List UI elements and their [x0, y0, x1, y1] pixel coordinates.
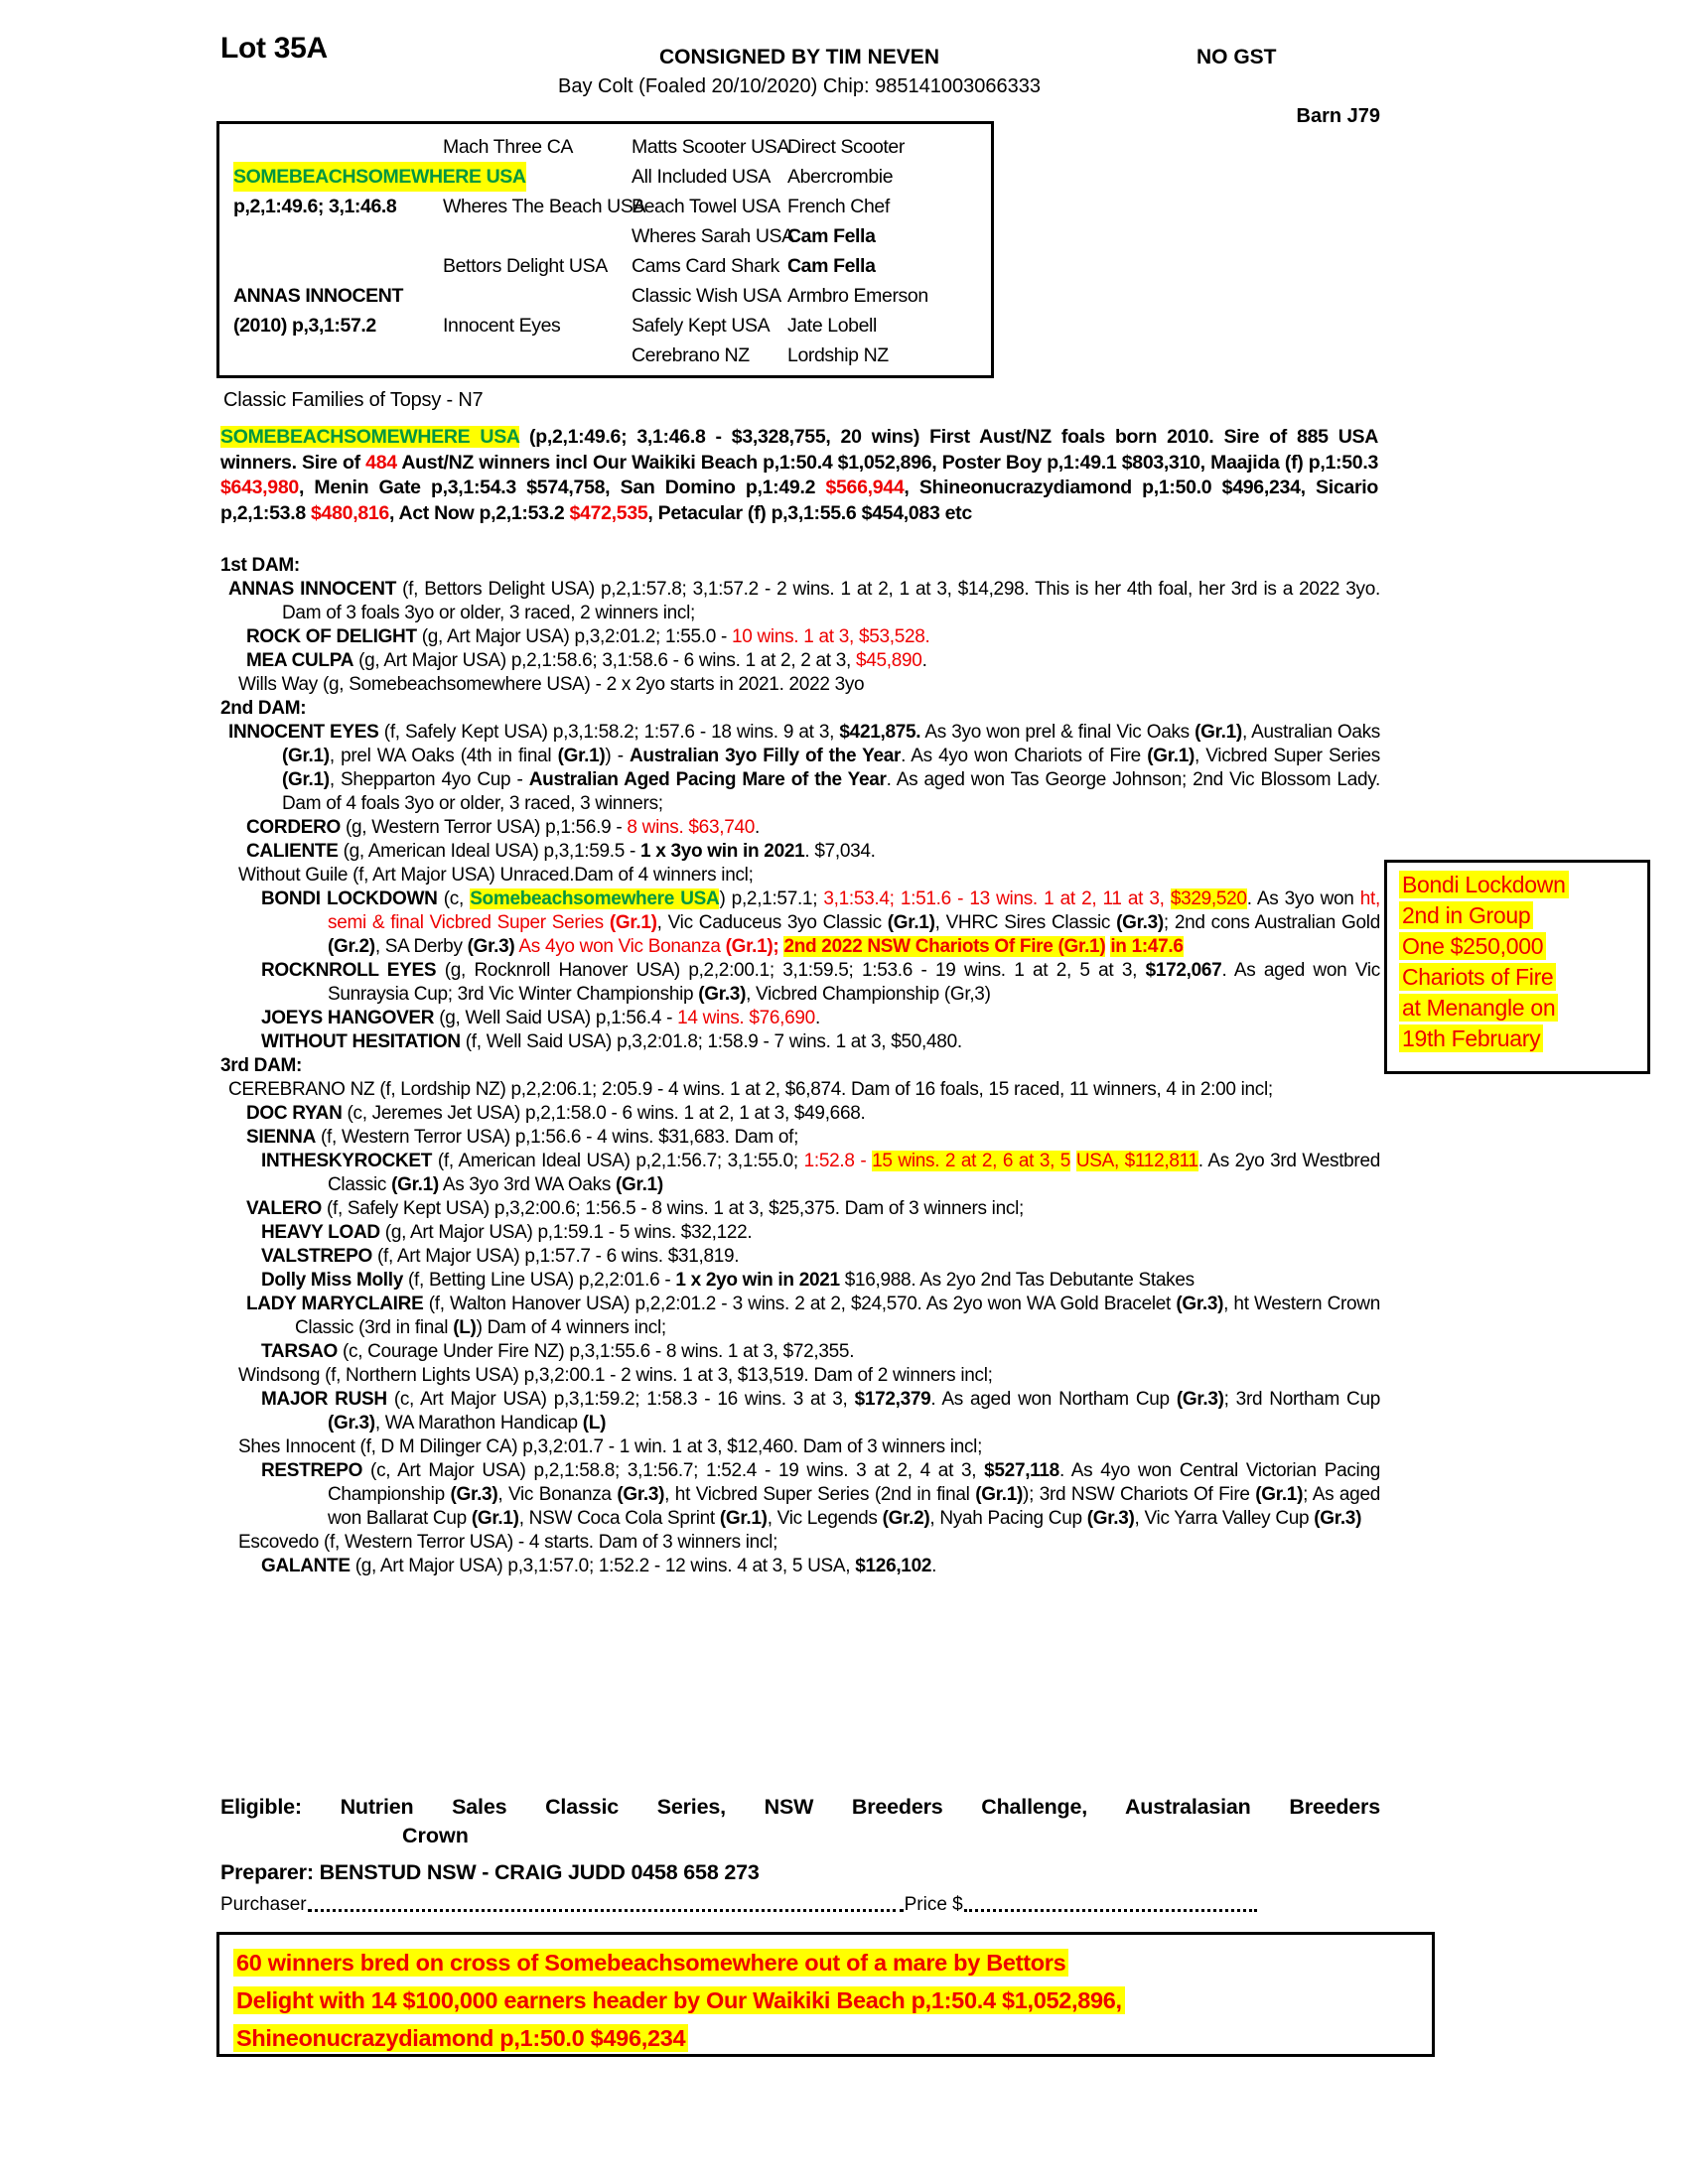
text-segment: $172,379 — [854, 1389, 931, 1410]
text-segment: (Gr.3) — [1314, 1508, 1362, 1529]
text-segment: ROCKNROLL EYES — [261, 960, 437, 981]
text-segment: As 4yo won Vic Bonanza — [518, 936, 726, 957]
text-segment: GALANTE — [261, 1556, 351, 1576]
text-segment: (Gr.3) — [1116, 912, 1164, 933]
classic-families-line: Classic Families of Topsy - N7 — [223, 389, 484, 411]
text-segment: DOC RYAN — [246, 1103, 343, 1124]
text-segment: Escovedo (f, Western Terror USA) - 4 starts. Dam of 3 winners incl; — [238, 1532, 778, 1553]
text-segment: 3,1:53.4; 1:51.6 - 13 wins. 1 at 2, 11 at 3, — [823, 888, 1171, 909]
text-segment: , VHRC Sires Classic — [934, 912, 1117, 933]
bondi-lockdown-note-line: Bondi Lockdown — [1399, 871, 1569, 898]
text-segment: 1:52.8 - — [803, 1151, 873, 1171]
text-segment: Wills Way (g, Somebeachsomewhere USA) - 2 x 2yo starts in 2021. 2022 3yo — [238, 674, 865, 695]
pedigree-paragraph — [220, 578, 1380, 625]
text-segment: (c, Jeremes Jet USA) p,2,1:58.0 - 6 wins. 1 at 2, 1 at 3, $49,668. — [342, 1103, 866, 1124]
pedigree-paragraph — [220, 1364, 1380, 1388]
cross-statistics-box — [216, 1932, 1435, 2057]
text-segment: 2nd 2022 NSW Chariots Of Fire (Gr.1) — [783, 936, 1106, 957]
text-segment: (Gr.1) — [719, 1508, 768, 1529]
pedigree-paragraph — [220, 697, 1380, 721]
text-segment: . As 2yo 3rd Westbred Classic — [328, 1151, 1380, 1195]
text-segment: (Gr.3) — [1176, 1294, 1224, 1314]
text-segment: ) Dam of 4 winners incl; — [476, 1317, 666, 1338]
text-segment: 1st DAM: — [220, 555, 300, 576]
text-segment: . As 3yo won — [1246, 888, 1360, 909]
text-segment: (Gr.1) — [887, 912, 935, 933]
text-segment: , prel WA Oaks (4th in final — [329, 746, 558, 766]
text-segment: Without Guile (f, Art Major USA) Unraced.Dam of 4 winners incl; — [238, 865, 754, 886]
pedigree-paragraph — [220, 1531, 1380, 1555]
text-segment: Shes Innocent (f, D M Dilinger CA) p,3,2:01.7 - 1 win. 1 at 3, $12,460. Dam of 3 winners incl; — [238, 1436, 983, 1457]
text-segment: , Vic Caduceus 3yo Classic — [656, 912, 888, 933]
text-segment: As 3yo won prel & final Vic Oaks — [920, 722, 1196, 743]
cross-statistics-line-row — [233, 1944, 1432, 1981]
text-segment: . — [755, 817, 760, 838]
pedigree-paragraph — [220, 1293, 1380, 1340]
text-segment: INNOCENT EYES — [228, 722, 379, 743]
eligible-line-2: Crown — [402, 1824, 469, 1847]
text-segment: TARSAO — [261, 1341, 339, 1362]
text-segment: (Gr.1) — [282, 769, 330, 790]
pedigree-cell: Abercrombie — [787, 166, 894, 188]
text-segment: . $7,034. — [804, 841, 876, 862]
text-segment: ) - — [605, 746, 630, 766]
text-segment: (f, Western Terror USA) p,1:56.6 - 4 wins. $31,683. Dam of; — [316, 1127, 799, 1148]
text-segment: (f, Walton Hanover USA) p,2,2:01.2 - 3 wins. 2 at 2, $24,570. As 2yo won WA Gold Bracelet — [423, 1294, 1177, 1314]
purchaser-line — [220, 1894, 1288, 1916]
text-segment: 1 x 3yo win in 2021 — [639, 841, 805, 862]
text-segment: Somebeachsomewhere USA — [470, 888, 720, 909]
text-segment: (Gr.1) — [471, 1508, 519, 1529]
text-segment: BONDI LOCKDOWN — [261, 888, 438, 909]
pedigree-table — [216, 121, 994, 378]
pedigree-paragraph — [220, 959, 1380, 1007]
pedigree-paragraph — [220, 1030, 1380, 1054]
text-segment: Windsong (f, Northern Lights USA) p,3,2:00.1 - 2 wins. 1 at 3, $13,519. Dam of 2 winners incl; — [238, 1365, 993, 1386]
pedigree-paragraph — [220, 1150, 1380, 1197]
text-segment: (f, Bettors Delight USA) p,2,1:57.8; 3,1:57.2 - 2 wins. 1 at 2, 1 at 3, $14,298. This is her 4th foal, her 3rd is a 2022 3yo. Dam of 3 foals 3yo or older, 3 raced, 2 winners incl; — [282, 579, 1380, 623]
bondi-lockdown-note-line: at Menangle on — [1399, 994, 1558, 1022]
pedigree-cell: p,2,1:49.6; 3,1:46.8 — [233, 196, 397, 217]
text-segment: 3rd DAM: — [220, 1055, 303, 1076]
pedigree-cell: Cam Fella — [787, 225, 876, 247]
pedigree-cell: ANNAS INNOCENT — [233, 285, 403, 307]
pedigree-cell: Classic Wish USA — [632, 285, 781, 307]
text-segment: (Gr.3) — [328, 1413, 375, 1433]
text-segment: . As aged won Tas George Johnson; 2nd Vic Blossom Lady. Dam of 4 foals 3yo or older, 3 raced, 3 winners; — [282, 769, 1380, 814]
bondi-lockdown-note-line: One $250,000 — [1399, 932, 1546, 960]
bondi-lockdown-note-box — [1384, 860, 1650, 1074]
text-segment: (Gr.3) — [617, 1484, 665, 1505]
pedigree-cell: SOMEBEACHSOMEWHERE USA — [233, 162, 526, 192]
pedigree-paragraph — [220, 1245, 1380, 1269]
text-segment: , SA Derby — [374, 936, 468, 957]
text-segment: $126,102 — [855, 1556, 932, 1576]
text-segment: $45,890 — [855, 650, 922, 671]
pedigree-cell: Direct Scooter — [787, 136, 905, 158]
text-segment: Aust/NZ winners incl Our Waikiki Beach p,1:50.4 $1,052,896, Poster Boy p,1:49.1 $803,310, Maajida (f) p,1:50.3 — [396, 451, 1378, 474]
text-segment: $480,816 — [311, 501, 389, 524]
pedigree-cell: Armbro Emerson — [787, 285, 928, 307]
text-segment: JOEYS HANGOVER — [261, 1008, 435, 1028]
text-segment: (f, American Ideal USA) p,2,1:56.7; 3,1:55.0; — [432, 1151, 804, 1171]
text-segment: SOMEBEACHSOMEWHERE USA — [220, 426, 519, 448]
pedigree-paragraph — [220, 673, 1380, 697]
pedigree-paragraph — [220, 1555, 1380, 1578]
text-segment: (Gr.1) — [975, 1484, 1024, 1505]
text-segment: (Gr.3) — [467, 936, 515, 957]
bondi-lockdown-note-line-row — [1399, 931, 1647, 962]
pedigree-cell: All Included USA — [632, 166, 771, 188]
text-segment: , Vicbred Super Series — [1195, 746, 1380, 766]
text-segment: $566,944 — [825, 477, 905, 498]
pedigree-paragraph — [220, 721, 1380, 816]
cross-statistics-line-row — [233, 1981, 1432, 2019]
text-segment: 10 wins. 1 at 3, $53,528. — [731, 626, 930, 647]
text-segment: MEA CULPA — [246, 650, 354, 671]
text-segment: (f, Safely Kept USA) p,3,1:58.2; 1:57.6 - 18 wins. 9 at 3, — [378, 722, 840, 743]
pedigree-cell: French Chef — [787, 196, 890, 217]
text-segment: (Gr.1) — [1195, 722, 1242, 743]
pedigree-cell: Cam Fella — [787, 255, 876, 277]
pedigree-paragraph — [220, 1340, 1380, 1364]
text-segment: . — [814, 1008, 820, 1028]
text-segment: ANNAS INNOCENT — [228, 579, 397, 600]
text-segment: ; 3rd Northam Cup — [1223, 1389, 1381, 1410]
text-segment: (g, American Ideal USA) p,3,1:59.5 - — [338, 841, 640, 862]
pedigree-paragraph — [220, 1269, 1380, 1293]
text-segment: (L) — [453, 1317, 477, 1338]
text-segment: (Gr.1) — [609, 912, 657, 933]
text-segment: ) p,2,1:57.1; — [719, 888, 824, 909]
pedigree-paragraph — [220, 1102, 1380, 1126]
text-segment: 1 x 2yo win in 2021 — [675, 1270, 840, 1291]
text-segment: ; 2nd cons Australian Gold — [1163, 912, 1380, 933]
text-segment: (f, Betting Line USA) p,2,2:01.6 - — [403, 1270, 676, 1291]
preparer-line: Preparer: BENSTUD NSW - CRAIG JUDD 0458 658 273 — [220, 1860, 760, 1884]
text-segment: . As 4yo won Central Victorian Pacing Championship — [328, 1460, 1380, 1505]
text-segment: (Gr.1) — [616, 1174, 663, 1195]
text-segment: , Nyah Pacing Cup — [929, 1508, 1087, 1529]
text-segment: (L) — [582, 1413, 607, 1433]
pedigree-paragraph — [220, 1435, 1380, 1459]
text-segment: CORDERO — [246, 817, 342, 838]
text-segment: ); 3rd NSW Chariots Of Fire — [1023, 1484, 1256, 1505]
text-segment: (Gr.3) — [1086, 1508, 1135, 1529]
text-segment: 8 wins. $63,740 — [627, 817, 755, 838]
text-segment: MAJOR RUSH — [261, 1389, 387, 1410]
text-segment: . As aged won Northam Cup — [930, 1389, 1177, 1410]
pedigree-paragraph — [220, 1126, 1380, 1150]
text-segment: , Menin Gate p,3,1:54.3 $574,758, San Domino p,1:49.2 — [298, 477, 826, 498]
text-segment: , Shepparton 4yo Cup - — [329, 769, 529, 790]
pedigree-paragraph — [220, 864, 1380, 887]
pedigree-cell: Innocent Eyes — [443, 315, 561, 337]
text-segment: (g, Art Major USA) p,1:59.1 - 5 wins. $32,122. — [379, 1222, 753, 1243]
pedigree-paragraph — [220, 1197, 1380, 1221]
text-segment: (Gr.1); — [725, 936, 779, 957]
text-segment: , WA Marathon Handicap — [374, 1413, 583, 1433]
text-segment: $527,118 — [984, 1460, 1059, 1481]
text-segment: $472,535 — [569, 501, 648, 524]
text-segment: (g, Art Major USA) p,3,1:57.0; 1:52.2 - 12 wins. 4 at 3, 5 USA, — [350, 1556, 856, 1576]
lot-number: Lot 35A — [220, 32, 328, 65]
text-segment: $421,875. — [839, 722, 921, 743]
bondi-lockdown-note-line: 19th February — [1399, 1024, 1543, 1052]
text-segment: Australian 3yo Filly of the Year — [629, 746, 902, 766]
text-segment: 15 wins. 2 at 2, 6 at 3, 5 — [872, 1151, 1071, 1171]
text-segment: RESTREPO — [261, 1460, 363, 1481]
text-segment: WITHOUT HESITATION — [261, 1031, 461, 1052]
text-segment: ROCK OF DELIGHT — [246, 626, 417, 647]
cross-statistics-line: 60 winners bred on cross of Somebeachsomewhere out of a mare by Bettors — [233, 1949, 1068, 1977]
text-segment: (Gr.3) — [1176, 1389, 1224, 1410]
pedigree-cell: Safely Kept USA — [632, 315, 771, 337]
text-segment: USA, $112,811 — [1075, 1151, 1198, 1171]
bondi-lockdown-note-line: Chariots of Fire — [1399, 963, 1556, 991]
text-segment: , Vic Legends — [767, 1508, 883, 1529]
text-segment: 14 wins. $76,690 — [677, 1008, 815, 1028]
pedigree-paragraph — [220, 1221, 1380, 1245]
text-segment: (f, Art Major USA) p,1:57.7 - 6 wins. $31,819. — [372, 1246, 740, 1267]
price-fill-line — [964, 1909, 1257, 1912]
text-segment: (Gr.2) — [882, 1508, 930, 1529]
text-segment: 484 — [365, 451, 397, 474]
text-segment: VALERO — [246, 1198, 322, 1219]
text-segment: . — [921, 650, 927, 671]
pedigree-paragraph — [220, 1078, 1380, 1102]
pedigree-paragraph — [220, 625, 1380, 649]
pedigree-cell: Lordship NZ — [787, 344, 889, 366]
text-segment: , Vic Bonanza — [497, 1484, 618, 1505]
pedigree-paragraph — [220, 554, 1380, 578]
pedigree-paragraph — [220, 1007, 1380, 1030]
text-segment: (Gr.1) — [1147, 746, 1196, 766]
pedigree-paragraph — [220, 649, 1380, 673]
cross-statistics-line: Delight with 14 $100,000 earners header by Our Waikiki Beach p,1:50.4 $1,052,896, — [233, 1986, 1125, 2014]
pedigree-text — [220, 554, 1380, 1578]
text-segment: in 1:47.6 — [1110, 936, 1184, 957]
consignor-line: CONSIGNED BY TIM NEVEN — [659, 46, 939, 68]
pedigree-paragraph — [220, 1054, 1380, 1078]
text-segment: (f, Well Said USA) p,3,2:01.8; 1:58.9 - 7 wins. 1 at 3, $50,480. — [460, 1031, 962, 1052]
sire-paragraph — [220, 425, 1378, 526]
bondi-lockdown-note-line-row — [1399, 900, 1647, 931]
text-segment: (g, Western Terror USA) p,1:56.9 - — [341, 817, 628, 838]
text-segment: Dolly Miss Molly — [261, 1270, 404, 1291]
pedigree-cell: Beach Towel USA — [632, 196, 780, 217]
text-segment: (f, Safely Kept USA) p,3,2:00.6; 1:56.5 - 8 wins. 1 at 3, $25,375. Dam of 3 winners incl; — [321, 1198, 1024, 1219]
text-segment: (Gr.1) — [557, 746, 606, 766]
text-segment: , ht Vicbred Super Series (2nd in final — [664, 1484, 976, 1505]
text-segment: (c, Art Major USA) p,2,1:58.8; 3,1:56.7; 1:52.4 - 19 wins. 3 at 2, 4 at 3, — [362, 1460, 985, 1481]
cross-statistics-line: Shineonucrazydiamond p,1:50.0 $496,234 — [233, 2024, 688, 2052]
text-segment: (Gr.1) — [391, 1174, 439, 1195]
text-segment: VALSTREPO — [261, 1246, 373, 1267]
text-segment: (c, Courage Under Fire NZ) p,3,1:55.6 - 8 wins. 1 at 3, $72,355. — [338, 1341, 855, 1362]
text-segment: , Vic Yarra Valley Cup — [1134, 1508, 1315, 1529]
cross-statistics-line-row — [233, 2019, 1432, 2057]
text-segment: $172,067 — [1145, 960, 1222, 981]
eligible-line: Eligible: Nutrien Sales Classic Series, NSW Breeders Challenge, Australasian Breeders — [220, 1795, 1380, 1819]
text-segment: . — [931, 1556, 937, 1576]
bondi-lockdown-note-line-row — [1399, 870, 1647, 900]
text-segment: , Petacular (f) p,3,1:55.6 $454,083 etc — [647, 501, 972, 524]
text-segment: HEAVY LOAD — [261, 1222, 380, 1243]
pedigree-paragraph — [220, 840, 1380, 864]
purchaser-label: Purchaser — [220, 1894, 307, 1915]
text-segment: (g, Rocknroll Hanover USA) p,2,2:00.1; 3,1:59.5; 1:53.6 - 19 wins. 1 at 2, 5 at 3, — [436, 960, 1146, 981]
text-segment: 2nd DAM: — [220, 698, 307, 719]
text-segment: SIENNA — [246, 1127, 316, 1148]
barn-number: Barn J79 — [1296, 105, 1380, 127]
text-segment: , Australian Oaks — [1241, 722, 1380, 743]
pedigree-cell: Jate Lobell — [787, 315, 877, 337]
pedigree-cell: Bettors Delight USA — [443, 255, 608, 277]
text-segment: (p,2,1:49.6; 3,1:46.8 - $3,328,755, 20 wins) First Aust/NZ foals born 2010. Sire of 885 USA winners. Sire of — [220, 426, 1378, 474]
pedigree-cell: Mach Three CA — [443, 136, 573, 158]
text-segment: . As 4yo won Chariots of Fire — [901, 746, 1148, 766]
text-segment: (Gr.3) — [450, 1484, 498, 1505]
pedigree-cell: Cerebrano NZ — [632, 344, 750, 366]
text-segment: , Shineonucrazydiamond p,1:50.0 $496,234, Sicario p,2,1:53.8 — [220, 477, 1378, 524]
bondi-lockdown-note-line-row — [1399, 1024, 1647, 1054]
bondi-lockdown-note-line-row — [1399, 962, 1647, 993]
text-segment: Australian Aged Pacing Mare of the Year — [528, 769, 887, 790]
text-segment: INTHESKYROCKET — [261, 1151, 433, 1171]
text-segment — [1070, 1151, 1076, 1171]
text-segment: (g, Art Major USA) p,2,1:58.6; 3,1:58.6 - 6 wins. 1 at 2, 2 at 3, — [353, 650, 856, 671]
text-segment: (g, Art Major USA) p,3,2:01.2; 1:55.0 - — [416, 626, 732, 647]
pedigree-cell: Wheres Sarah USA — [632, 225, 794, 247]
text-segment: (Gr.3) — [698, 984, 747, 1005]
text-segment: , Act Now p,2,1:53.2 — [388, 501, 570, 524]
text-segment: (Gr.1) — [282, 746, 330, 766]
text-segment: (c, Art Major USA) p,3,1:59.2; 1:58.3 - 16 wins. 3 at 3, — [386, 1389, 855, 1410]
gst-status: NO GST — [1196, 46, 1277, 68]
text-segment: (Gr.1) — [1255, 1484, 1304, 1505]
text-segment: $329,520 — [1170, 888, 1247, 909]
purchaser-fill-line — [308, 1909, 904, 1912]
bondi-lockdown-note-line: 2nd in Group — [1399, 901, 1533, 929]
pedigree-paragraph — [220, 816, 1380, 840]
text-segment: LADY MARYCLAIRE — [246, 1294, 424, 1314]
text-segment: As 3yo 3rd WA Oaks — [438, 1174, 617, 1195]
price-label: Price $ — [904, 1894, 963, 1915]
pedigree-cell: Cams Card Shark — [632, 255, 779, 277]
pedigree-cell: (2010) p,3,1:57.2 — [233, 315, 376, 337]
text-segment: ht, semi & final Vicbred Super Series — [328, 888, 1381, 933]
bondi-lockdown-note-line-row — [1399, 993, 1647, 1024]
pedigree-cell: Wheres The Beach USA — [443, 196, 646, 217]
pedigree-paragraph — [220, 1459, 1380, 1531]
text-segment: , NSW Coca Cola Sprint — [518, 1508, 720, 1529]
text-segment: . As aged won Vic Sunraysia Cup; 3rd Vic Winter Championship — [328, 960, 1381, 1005]
text-segment: , ht Western Crown Classic (3rd in final — [295, 1294, 1380, 1338]
text-segment: $643,980 — [220, 477, 299, 498]
text-segment: (Gr.2) — [328, 936, 375, 957]
text-segment: , Vicbred Championship (Gr,3) — [746, 984, 991, 1005]
text-segment: $16,988. As 2yo 2nd Tas Debutante Stakes — [839, 1270, 1195, 1291]
text-segment: (c, — [437, 888, 471, 909]
text-segment: CALIENTE — [246, 841, 339, 862]
foaling-details: Bay Colt (Foaled 20/10/2020) Chip: 985141003066333 — [558, 75, 1041, 97]
pedigree-paragraph — [220, 1388, 1380, 1435]
text-segment: CEREBRANO NZ (f, Lordship NZ) p,2,2:06.1; 2:05.9 - 4 wins. 1 at 2, $6,874. Dam of 16 foals, 15 raced, 11 winners, 4 in 2:00 incl; — [228, 1079, 1273, 1100]
pedigree-cell: Matts Scooter USA — [632, 136, 790, 158]
text-segment: ; As aged won Ballarat Cup — [328, 1484, 1380, 1529]
pedigree-paragraph — [220, 887, 1380, 959]
text-segment: (g, Well Said USA) p,1:56.4 - — [434, 1008, 678, 1028]
